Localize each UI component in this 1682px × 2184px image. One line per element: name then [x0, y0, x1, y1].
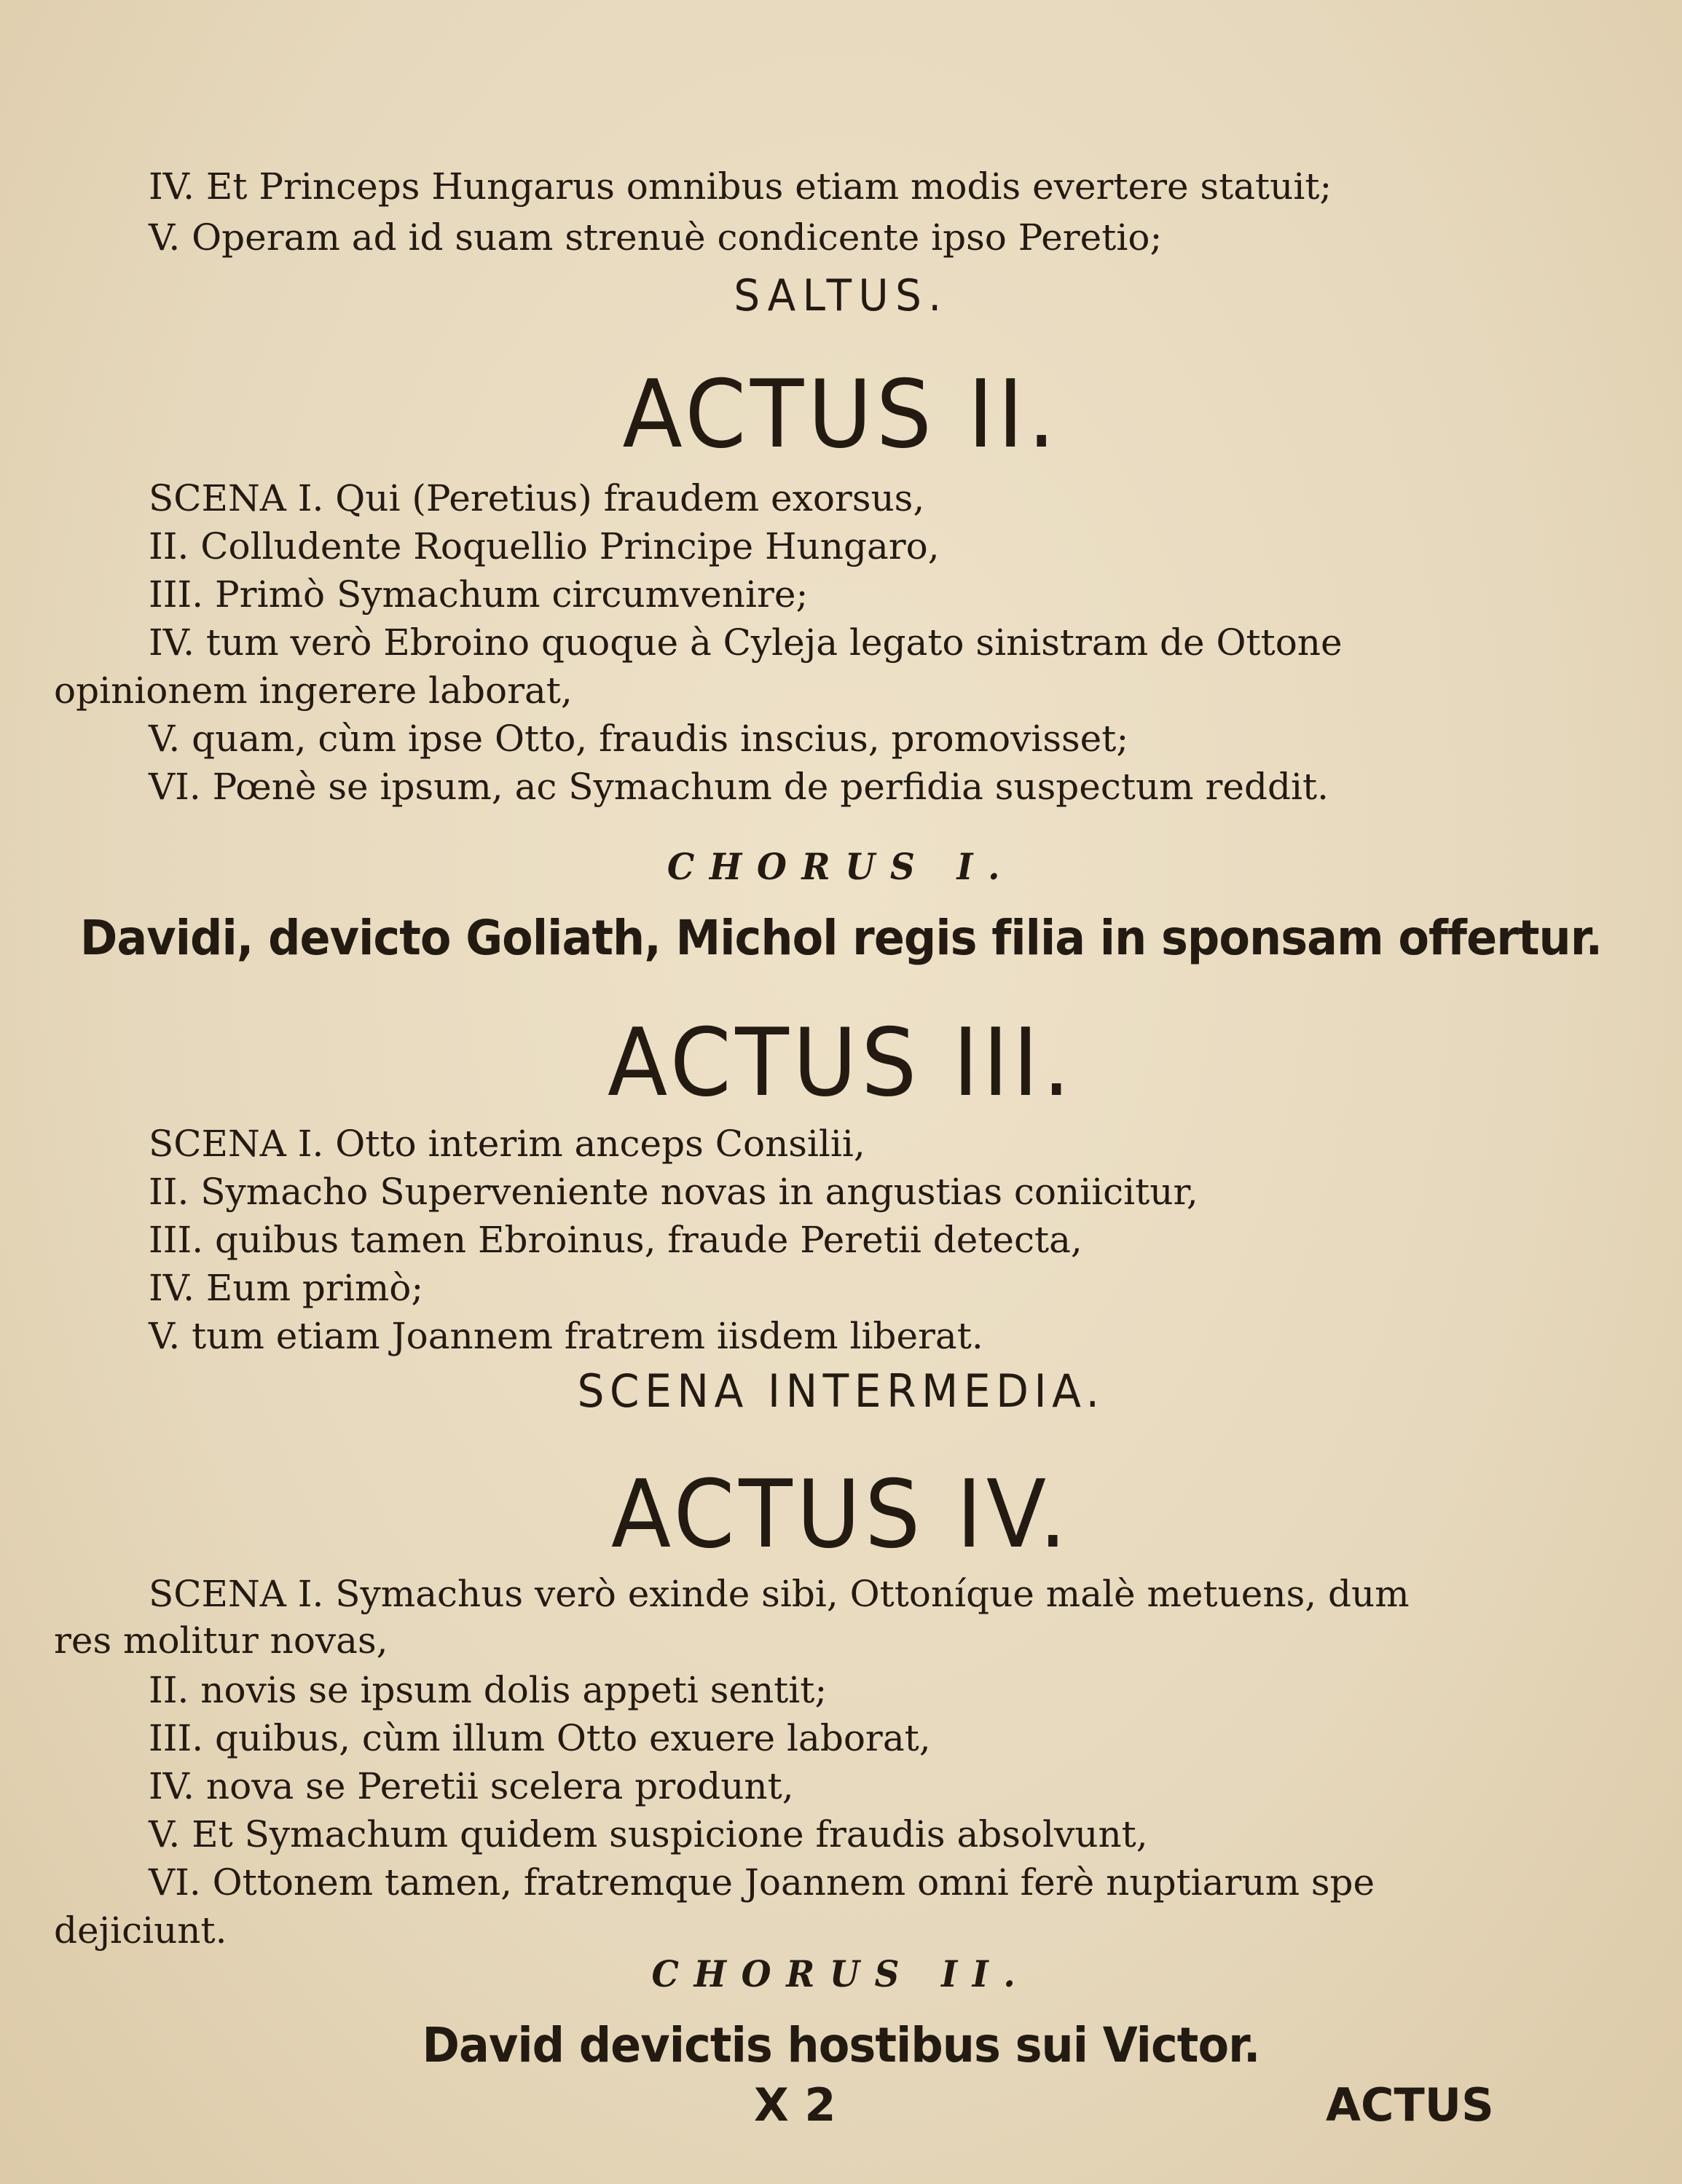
act-4-line: res molitur novas,: [54, 1619, 388, 1662]
act-3-line: SCENA I. Otto interim anceps Consilii,: [149, 1123, 865, 1165]
act-2-line: IV. tum verò Ebroino quoque à Cyleja legato sinistram de Ottone: [149, 621, 1343, 664]
catchword: ACTUS: [1326, 2078, 1494, 2132]
act-3-title: ACTUS III.: [607, 1009, 1075, 1117]
act-4-line: IV. nova se Peretii scelera produnt,: [149, 1765, 794, 1807]
act-4-line: III. quibus, cùm illum Otto exuere laborat,: [149, 1717, 931, 1759]
scena-intermedia-heading: SCENA INTERMEDIA.: [577, 1364, 1105, 1418]
act-2-line: SCENA I. Qui (Peretius) fraudem exorsus,: [149, 477, 925, 519]
act-3-line: III. quibus tamen Ebroinus, fraude Peretii detecta,: [149, 1219, 1082, 1261]
act-4-line: dejiciunt.: [54, 1909, 227, 1952]
saltus-heading: SALTUS.: [734, 270, 948, 321]
act-3-line: V. tum etiam Joannem fratrem iisdem liberat.: [149, 1315, 983, 1357]
act-2-line: III. Primò Symachum circumvenire;: [149, 573, 809, 616]
signature-mark: X 2: [754, 2078, 836, 2132]
top-line-1: IV. Et Princeps Hungarus omnibus etiam modis evertere statuit;: [149, 165, 1332, 208]
act-4-line: II. novis se ipsum dolis appeti sentit;: [149, 1669, 828, 1711]
act-3-line: II. Symacho Superveniente novas in angustias coniicitur,: [149, 1171, 1198, 1213]
act-4-line: V. Et Symachum quidem suspicione fraudis absolvunt,: [149, 1813, 1148, 1855]
act-2-title: ACTUS II.: [622, 361, 1060, 469]
act-2-line: II. Colludente Roquellio Principe Hungaro,: [149, 525, 940, 567]
act-2-line: VI. Pœnè se ipsum, ac Symachum de perfidia suspectum reddit.: [149, 766, 1329, 808]
act-2-line: V. quam, cùm ipse Otto, fraudis inscius, promovisset;: [149, 718, 1129, 760]
act-4-line: VI. Ottonem tamen, fratremque Joannem omni ferè nuptiarum spe: [149, 1861, 1375, 1904]
chorus-1-heading: CHORUS I.: [667, 845, 1015, 888]
act-4-title: ACTUS IV.: [610, 1461, 1072, 1569]
act-3-line: IV. Eum primò;: [149, 1267, 424, 1309]
chorus-2-heading: CHORUS II.: [651, 1952, 1031, 1995]
top-line-2: V. Operam ad id suam strenuè condicente ipso Peretio;: [149, 216, 1163, 259]
chorus-2-text: David devictis hostibus sui Victor.: [422, 2017, 1260, 2073]
act-2-line: opinionem ingerere laborat,: [54, 669, 573, 712]
act-4-line: SCENA I. Symachus verò exinde sibi, Ottoníque malè metuens, dum: [149, 1573, 1410, 1615]
chorus-1-text: Davidi, devicto Goliath, Michol regis filia in sponsam offertur.: [79, 910, 1603, 966]
